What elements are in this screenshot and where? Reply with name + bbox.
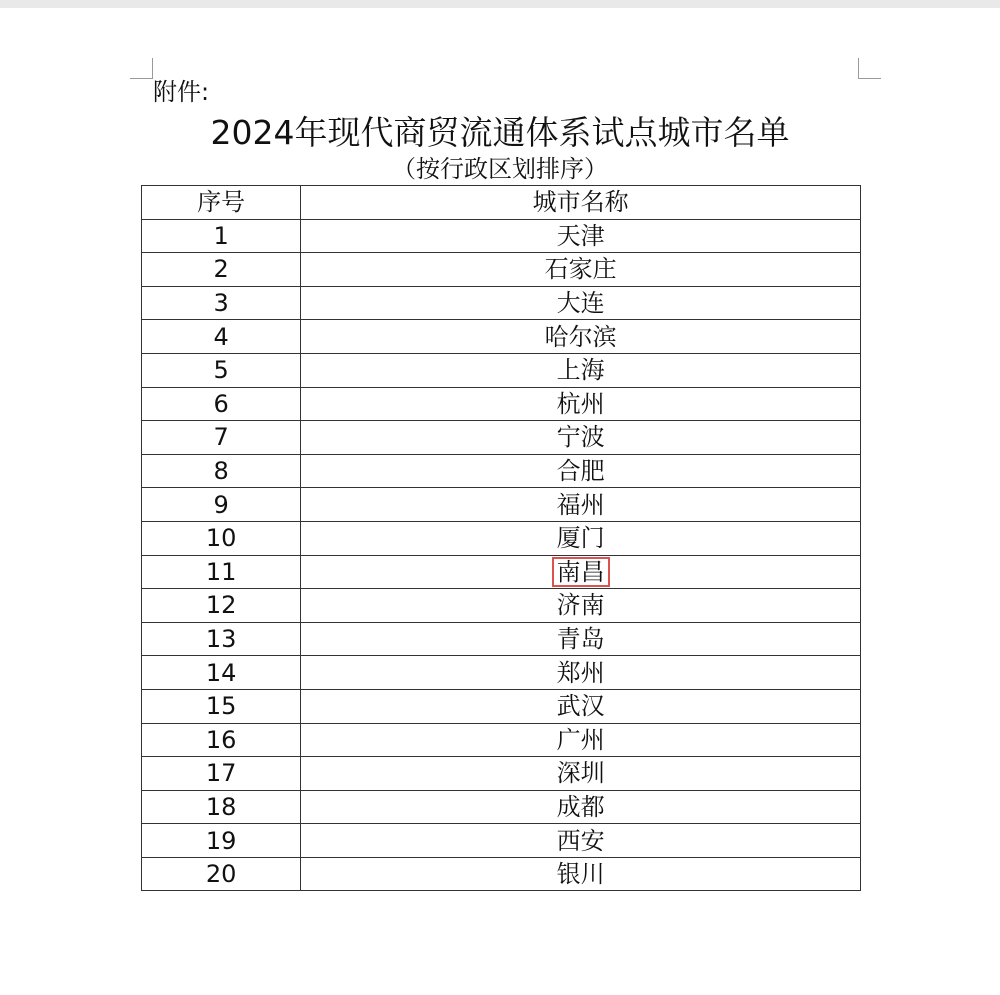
crop-mark-top-right [858,58,881,79]
row-city: 郑州 [301,656,861,690]
header-seq: 序号 [142,186,301,220]
table-row [142,723,861,757]
table-row [142,353,861,387]
row-seq: 8 [142,454,301,488]
row-seq: 4 [142,320,301,354]
table-row [142,689,861,723]
row-seq: 19 [142,824,301,858]
table-header-row [142,186,861,220]
row-city: 上海 [301,353,861,387]
row-city: 大连 [301,286,861,320]
highlight-box: 南昌 [552,557,610,587]
row-city: 杭州 [301,387,861,421]
row-seq: 16 [142,723,301,757]
table-row [142,219,861,253]
row-city: 福州 [301,488,861,522]
table-row [142,757,861,791]
table-row [142,857,861,891]
row-seq: 2 [142,253,301,287]
document-title: 2024年现代商贸流通体系试点城市名单 [210,113,790,152]
row-city: 青岛 [301,622,861,656]
table-row [142,555,861,589]
row-seq: 12 [142,589,301,623]
document-subtitle: （按行政区划排序） [392,155,608,183]
table-row [142,589,861,623]
table-row [142,387,861,421]
table-row [142,521,861,555]
table-row [142,454,861,488]
header-city-name: 城市名称 [301,186,861,220]
row-city: 深圳 [301,757,861,791]
row-city: 武汉 [301,689,861,723]
row-city [301,555,861,589]
crop-mark-top-left [130,58,153,79]
row-city: 广州 [301,723,861,757]
table-row [142,286,861,320]
row-city: 成都 [301,790,861,824]
row-seq: 1 [142,219,301,253]
table-row [142,656,861,690]
row-seq: 6 [142,387,301,421]
attachment-label: 附件: [153,78,210,106]
row-seq: 15 [142,689,301,723]
row-city: 合肥 [301,454,861,488]
city-list-table [141,185,861,891]
row-seq: 14 [142,656,301,690]
table-row [142,320,861,354]
viewer-top-bar [0,0,1000,8]
row-seq: 18 [142,790,301,824]
row-seq: 7 [142,421,301,455]
row-city: 厦门 [301,521,861,555]
row-city: 济南 [301,589,861,623]
table-row [142,622,861,656]
row-city: 石家庄 [301,253,861,287]
row-seq: 13 [142,622,301,656]
row-seq: 20 [142,857,301,891]
row-city: 银川 [301,857,861,891]
row-seq: 10 [142,521,301,555]
row-city: 哈尔滨 [301,320,861,354]
row-city: 天津 [301,219,861,253]
table-row [142,790,861,824]
row-seq: 11 [142,555,301,589]
row-seq: 5 [142,353,301,387]
row-seq: 17 [142,757,301,791]
table-row [142,824,861,858]
row-seq: 3 [142,286,301,320]
row-city: 西安 [301,824,861,858]
table-row [142,253,861,287]
row-city: 宁波 [301,421,861,455]
table-row [142,488,861,522]
table-row [142,421,861,455]
row-seq: 9 [142,488,301,522]
